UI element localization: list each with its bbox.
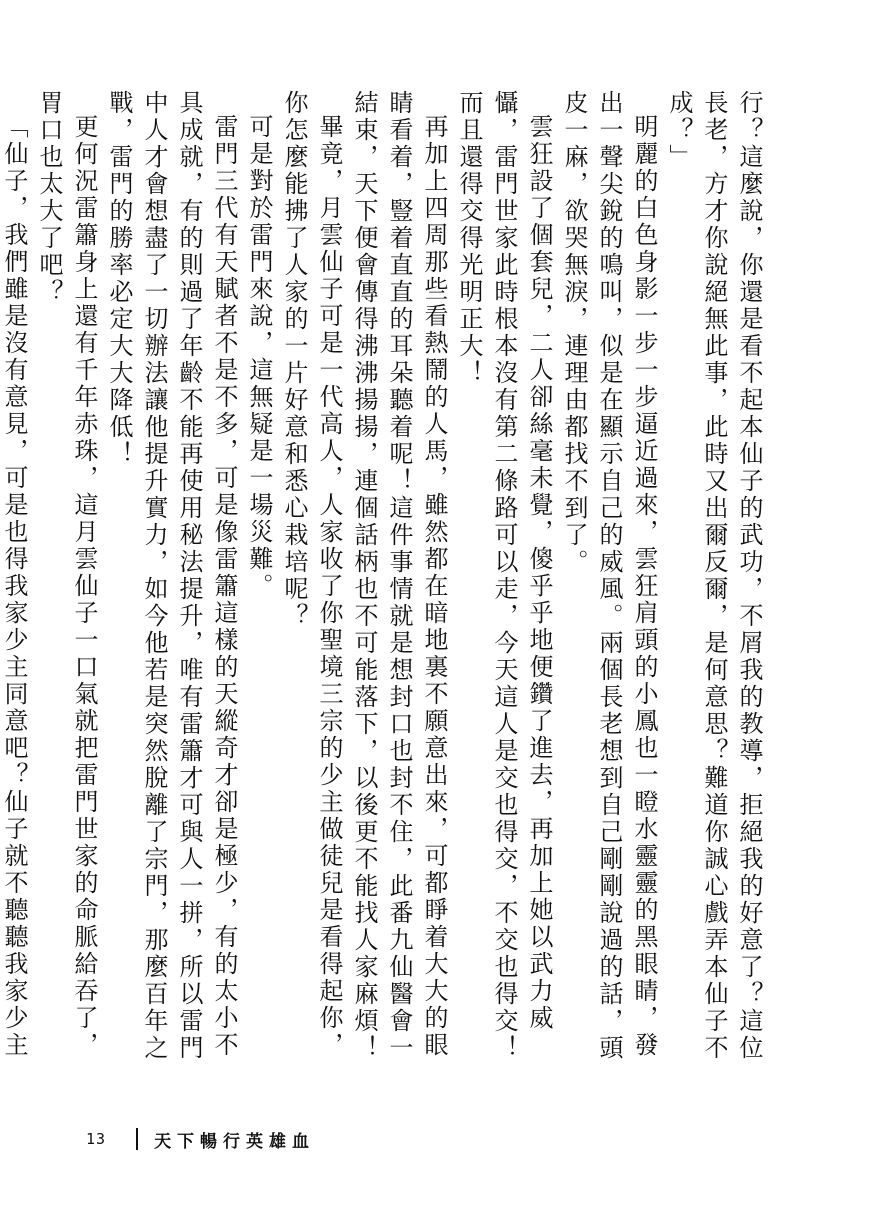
page-number: 13 bbox=[86, 1130, 107, 1148]
paragraph: 再加上四周那些看熱鬧的人馬，雖然都在暗地裏不願意出來，可都睜着大大的眼睛看着，豎着直直的耳朵聽着呢！這件事情就是想封口也封不住，此番九仙醫會一結束，天下便會傳得沸沸揚揚，連個話柄也不可能落下，以後更不能找人家麻煩！ bbox=[350, 90, 448, 1062]
paragraph: 雲狂設了個套兒，二人卻絲毫未覺，傻乎乎地便鑽了進去，再加上她以武力威懾，雷門世家此時根本沒有第二條路可以走，今天這人是交也得交，不交也得交！而且還得交得光明正大！ bbox=[455, 90, 553, 1062]
footer-divider bbox=[136, 1128, 138, 1150]
book-title: 天下暢行英雄血 bbox=[154, 1131, 316, 1152]
paragraph: 畢竟，月雲仙子可是一代高人，人家收了你聖境三宗的少主做徒兒是看得起你，你怎麼能拂了人家的一片好意和悉心栽培呢？ bbox=[280, 90, 343, 1059]
paragraph: 明麗的白色身影一步一步逼近過來，雲狂肩頭的小鳳也一瞪水靈靈的黑眼睛，發出一聲尖銳的鳴叫，似是在顯示自己的威風。兩個長老想到自己剛剛說過的話，頭皮一麻，欲哭無淚，連理由都找不到了。 bbox=[560, 90, 658, 1062]
paragraph: 可是對於雷門來說，這無疑是一場災難。 bbox=[245, 114, 273, 600]
page-footer bbox=[86, 1124, 315, 1154]
paragraph: 雷門三代有天賦者不是不多，可是像雷簫這樣的天縱奇才卻是極少，有的太小不具成就，有的則過了年齡不能再使用秘法提升，唯有雷簫才可與人一拼，所以雷門中人才會想盡了一切辦法讓他提升實力，如今他若是突然脫離了宗門，那麼百年之戰，雷門的勝率必定大大降低！ bbox=[105, 90, 238, 1062]
paragraph: 更何況雷簫身上還有千年赤珠，這月雲仙子一口氣就把雷門世家的命脈給吞了，胃口也太大了吧？ bbox=[35, 90, 98, 1059]
body-text bbox=[0, 90, 766, 1070]
paragraph: 「仙子，我們雖是沒有意見，可是也得我家少主同意吧？仙子就不聽聽我家少主 bbox=[0, 114, 28, 1059]
paragraph: 行？這麼說，你還是看不起本仙子的武功，不屑我的教導，拒絕我的好意了？這位長老，方才你說絕無此事，此時又出爾反爾，是何意思？難道你誠心戲弄本仙子不成？」 bbox=[665, 90, 763, 1062]
